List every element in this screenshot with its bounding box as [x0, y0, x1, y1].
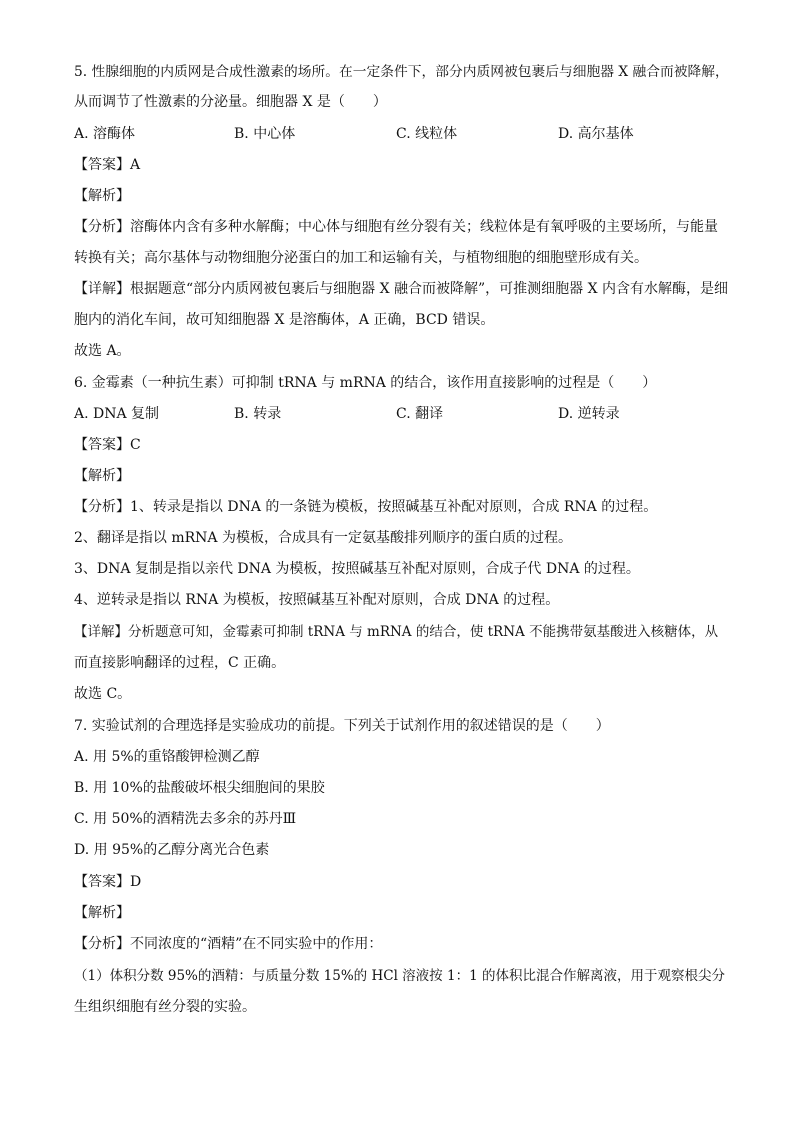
q6-conclusion: 故选 C。	[74, 686, 132, 702]
q7-fenxi-line3: 生组织细胞有丝分裂的实验。	[74, 999, 256, 1015]
q5-stem-line2: 从而调节了性激素的分泌量。细胞器 X 是（ ）	[74, 94, 387, 110]
q6-xiangjie-line2: 而直接影响翻译的过程，C 正确。	[74, 655, 286, 671]
q5-option-c: C. 线粒体	[396, 126, 458, 142]
q7-option-a: A. 用 5%的重铬酸钾检测乙醇	[74, 749, 260, 765]
q5-fenxi-line1: 【分析】溶酶体内含有多种水解酶；中心体与细胞有丝分裂有关；线粒体是有氧呼吸的主要场所，与能量	[74, 219, 718, 235]
q5-option-d: D. 高尔基体	[558, 126, 634, 142]
q6-stem-line1: 6. 金霉素（一种抗生素）可抑制 tRNA 与 mRNA 的结合，该作用直接影响的过程是（ ）	[74, 375, 657, 391]
q6-option-d: D. 逆转录	[558, 406, 620, 422]
q7-option-c: C. 用 50%的酒精洗去多余的苏丹Ⅲ	[74, 811, 297, 827]
q7-stem-line1: 7. 实验试剂的合理选择是实验成功的前提。下列关于试剂作用的叙述错误的是（ ）	[74, 718, 610, 734]
q5-fenxi-line2: 转换有关；高尔基体与动物细胞分泌蛋白的加工和运输有关，与植物细胞的细胞壁形成有关。	[74, 250, 648, 266]
q6-answer: 【答案】C	[74, 437, 141, 453]
q5-stem-line1: 5. 性腺细胞的内质网是合成性激素的场所。在一定条件下，部分内质网被包裹后与细胞器 X 融合而被降解，	[74, 64, 729, 80]
q5-xiangjie-line2: 胞内的消化车间，故可知细胞器 X 是溶酶体，A 正确，BCD 错误。	[74, 312, 495, 328]
q7-analysis-title: 【解析】	[74, 905, 130, 921]
q6-fenxi-line4: 4、逆转录是指以 RNA 为模板，按照碱基互补配对原则，合成 DNA 的过程。	[74, 592, 560, 608]
q6-xiangjie-line1: 【详解】分析题意可知，金霉素可抑制 tRNA 与 mRNA 的结合，使 tRNA 不能携带氨基酸进入核糖体，从	[74, 624, 719, 640]
q6-option-b: B. 转录	[234, 406, 282, 422]
q6-option-c: C. 翻译	[396, 406, 444, 422]
q6-fenxi-line1: 【分析】1、转录是指以 DNA 的一条链为模板，按照碱基互补配对原则，合成 RNA 的过程。	[74, 499, 658, 515]
q5-option-a: A. 溶酶体	[74, 126, 136, 142]
q6-analysis-title: 【解析】	[74, 468, 130, 484]
q6-fenxi-line2: 2、翻译是指以 mRNA 为模板，合成具有一定氨基酸排列顺序的蛋白质的过程。	[74, 530, 572, 546]
q5-xiangjie-line1: 【详解】根据题意“部分内质网被包裹后与细胞器 X 融合而被降解”，可推测细胞器 X 内含有水解酶，是细	[74, 281, 729, 297]
q7-option-d: D. 用 95%的乙醇分离光合色素	[74, 842, 270, 858]
q7-fenxi-line1: 【分析】不同浓度的“酒精”在不同实验中的作用：	[74, 936, 383, 952]
q5-analysis-title: 【解析】	[74, 188, 130, 204]
q5-conclusion: 故选 A。	[74, 343, 131, 359]
q7-answer: 【答案】D	[74, 874, 142, 890]
q7-fenxi-line2: （1）体积分数 95%的酒精：与质量分数 15%的 HCl 溶液按 1：1 的体积比混合作解离液，用于观察根尖分	[74, 968, 725, 984]
q5-answer: 【答案】A	[74, 157, 141, 173]
q7-option-b: B. 用 10%的盐酸破坏根尖细胞间的果胶	[74, 780, 325, 796]
q6-fenxi-line3: 3、DNA 复制是指以亲代 DNA 为模板，按照碱基互补配对原则，合成子代 DNA 的过程。	[74, 561, 640, 577]
q6-option-a: A. DNA 复制	[74, 406, 160, 422]
q5-option-b: B. 中心体	[234, 126, 296, 142]
